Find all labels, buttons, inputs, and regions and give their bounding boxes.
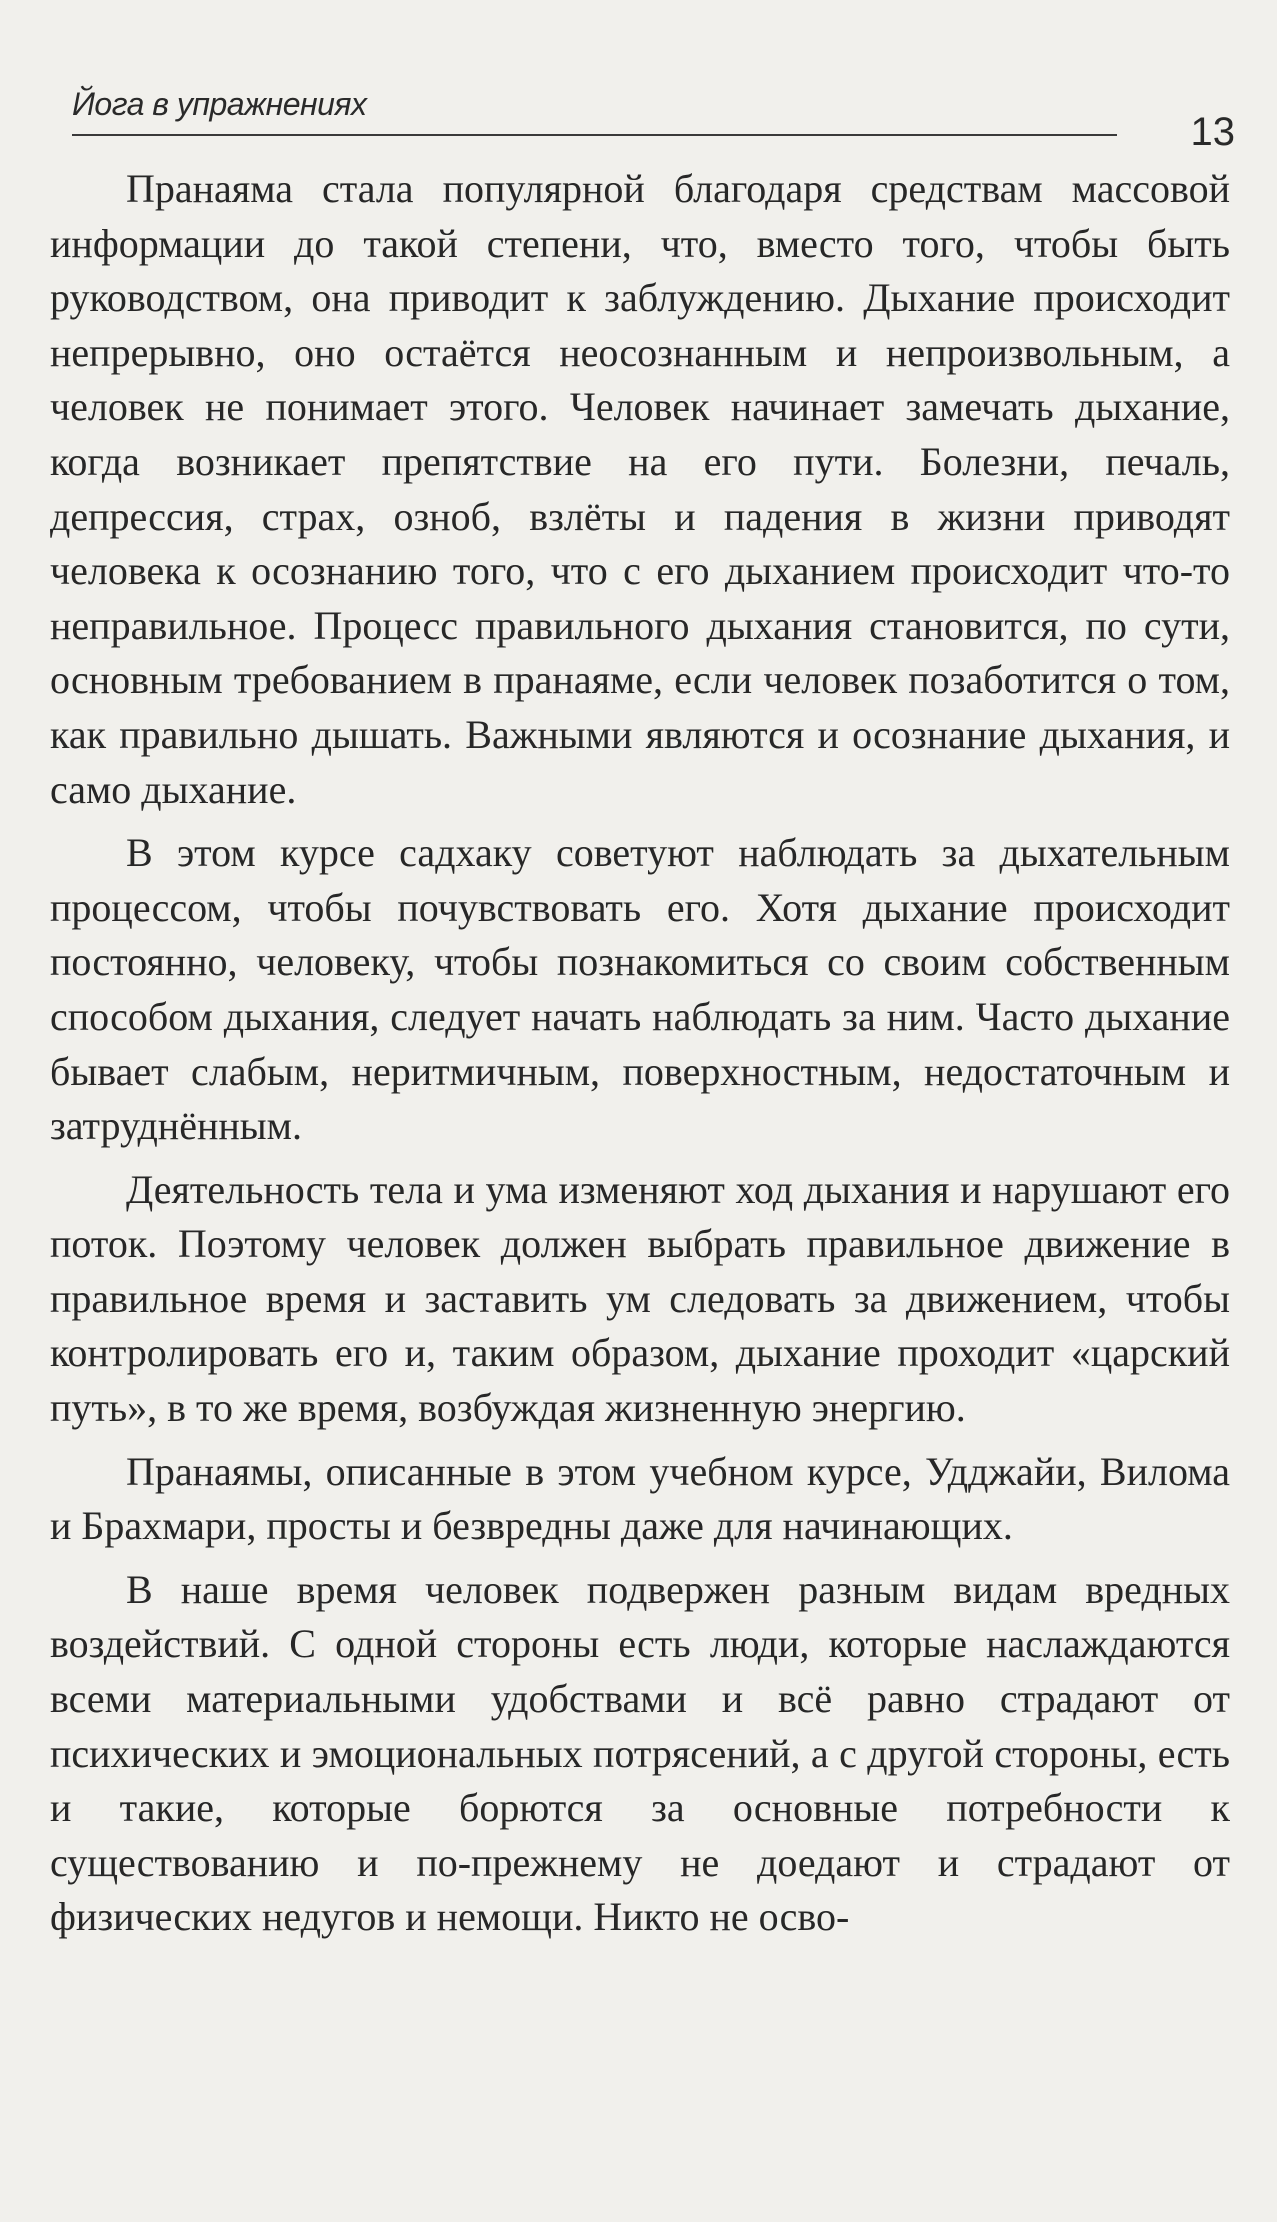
paragraph: Деятельность тела и ума изменяют ход дыхания и нарушают его поток. Поэтому человек должен выбрать правильное движение в правильное время и заставить ум следовать за движением, чтобы контролировать его и, таким образом, дыхание проходит «царский путь», в то же время, возбуждая жизненную энергию. [50, 1166, 1230, 1431]
body-text [50, 162, 1230, 1945]
running-header [72, 86, 1122, 140]
paragraph: Пранаяма стала популярной благодаря средствам массовой информации до такой степени, что, вместо того, чтобы быть руководством, она приводит к заблуждению. Дыхание происходит непрерывно, оно остаётся неосознанным и непроизвольным, а человек не понимает этого. Человек начинает замечать дыхание, когда возникает препятствие на его пути. Болезни, печаль, депрессия, страх, озноб, взлёты и падения в жизни приводят человека к осознанию того, что с его дыханием происходит что-то неправильное. Процесс правильного дыхания становится, по сути, основным требованием в пранаяме, если человек позаботится о том, как правильно дышать. Важными являются и осознание дыхания, и само дыхание. [50, 166, 1230, 812]
paragraph: Пранаямы, описанные в этом учебном курсе, Удджайи, Вилома и Брахмари, просты и безвредны даже для начинающих. [50, 1448, 1230, 1549]
running-title: Йога в упражнениях [72, 86, 367, 122]
header-rule [72, 134, 1117, 136]
paragraph: В наше время человек подвержен разным видам вредных воздействий. С одной стороны есть люди, которые наслаждаются всеми материальными удобствами и всё равно страдают от психических и эмоциональных потрясений, а с другой стороны, есть и такие, которые борются за основные потребности к существованию и по-прежнему не доедают и страдают от физических недугов и немощи. Никто не осво- [50, 1566, 1230, 1940]
paragraph: В этом курсе садхаку советуют наблюдать за дыхательным процессом, чтобы почувствовать его. Хотя дыхание происходит постоянно, человеку, чтобы познакомиться со своим собственным способом дыхания, следует начать наблюдать за ним. Часто дыхание бывает слабым, неритмичным, поверхностным, недостаточным и затруднённым. [50, 830, 1230, 1149]
page-number: 13 [1190, 110, 1235, 154]
